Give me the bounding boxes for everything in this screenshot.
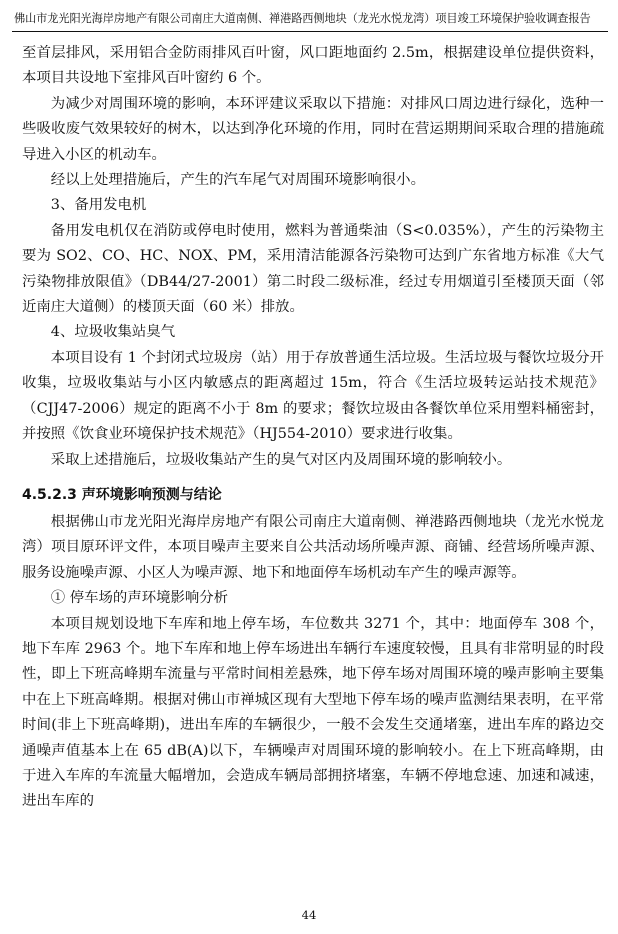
page-header: 佛山市龙光阳光海岸房地产有限公司南庄大道南侧、禅港路西侧地块（龙光水悦龙湾）项目竣工环境保护验收调查报告 bbox=[14, 12, 591, 25]
paragraph-parking-analysis: 本项目规划设地下车库和地上停车场，车位数共 3271 个，其中：地面停车 308 个，地下车库 2963 个。地下车库和地上停车场进出车辆行车速度较慢，且具有非常明显的时段性，即上下班高峰期车流量与平常时间相差悬殊，地下停车场对周围环境的噪声影响主要集中在上下班高峰期。根据对佛山市禅城区现有大型地下停车场的噪声监测结果表明，在平常时间(非上下班高峰期)，进出车库的车辆很少，一般不会发生交通堵塞，进出车库的路边交通噪声值基本上在 65 dB(A)以下，车辆噪声对周围环境的影响较小。在上下班高峰期，由于进入车库的车流量大幅增加，会造成车辆局部拥挤堵塞，车辆不停地怠速、加速和减速，进出车库的 bbox=[22, 615, 604, 810]
header-divider bbox=[12, 31, 608, 32]
paragraph-exhaust-vents: 至首层排风，采用铝合金防雨排风百叶窗，风口距地面约 2.5m，根据建设单位提供资料，本项目共设地下室排风百叶窗约 6 个。 bbox=[22, 45, 604, 87]
paragraph-exhaust-conclusion: 经以上处理措施后，产生的汽车尾气对周围环境影响很小。 bbox=[50, 172, 425, 189]
page-number: 44 bbox=[301, 908, 317, 922]
paragraph-garbage-conclusion: 采取上述措施后，垃圾收集站产生的臭气对区内及周围环境的影响较小。 bbox=[50, 451, 512, 468]
subheading-garbage-station-odor: 4、垃圾收集站臭气 bbox=[50, 324, 176, 341]
paragraph-noise-sources: 根据佛山市龙光阳光海岸房地产有限公司南庄大道南侧、禅港路西侧地块（龙光水悦龙湾）项目原环评文件，本项目噪声主要来自公共活动场所噪声源、商铺、经营场所噪声源、服务设施噪声源、小区人为噪声源、地下和地面停车场机动车产生的噪声源等。 bbox=[22, 513, 604, 581]
section-heading-noise: 4.5.2.3 声环境影响预测与结论 bbox=[22, 486, 222, 503]
paragraph-backup-generator: 备用发电机仅在消防或停电时使用，燃料为普通柴油（S<0.035%），产生的污染物主要为 SO2、CO、HC、NOX、PM，采用清洁能源各污染物可达到广东省地方标准《大气污染物排放限值》（DB44/27-2001）第二时段二级标准，经过专用烟道引至楼顶天面（邻近南庄大道侧）的楼顶天面（60 米）排放。 bbox=[22, 222, 604, 316]
subheading-backup-generator: 3、备用发电机 bbox=[50, 197, 147, 214]
paragraph-garbage-station: 本项目设有 1 个封闭式垃圾房（站）用于存放普通生活垃圾。生活垃圾与餐饮垃圾分开收集，垃圾收集站与小区内敏感点的距离超过 15m，符合《生活垃圾转运站技术规范》（CJJ47-2006）规定的距离不小于 8m 的要求；餐饮垃圾由各餐饮单位采用塑料桶密封，并按照《饮食业环境保护技术规范》（HJ554-2010）要求进行收集。 bbox=[22, 349, 604, 443]
paragraph-mitigation-measures: 为减少对周围环境的影响，本环评建议采取以下措施：对排风口周边进行绿化，选种一些吸收废气效果较好的树木，以达到净化环境的作用，同时在营运期期间采取合理的措施疏导进入小区的机动车。 bbox=[22, 95, 604, 163]
subheading-parking-noise: ① 停车场的声环境影响分析 bbox=[50, 590, 229, 607]
document-body bbox=[22, 41, 604, 815]
